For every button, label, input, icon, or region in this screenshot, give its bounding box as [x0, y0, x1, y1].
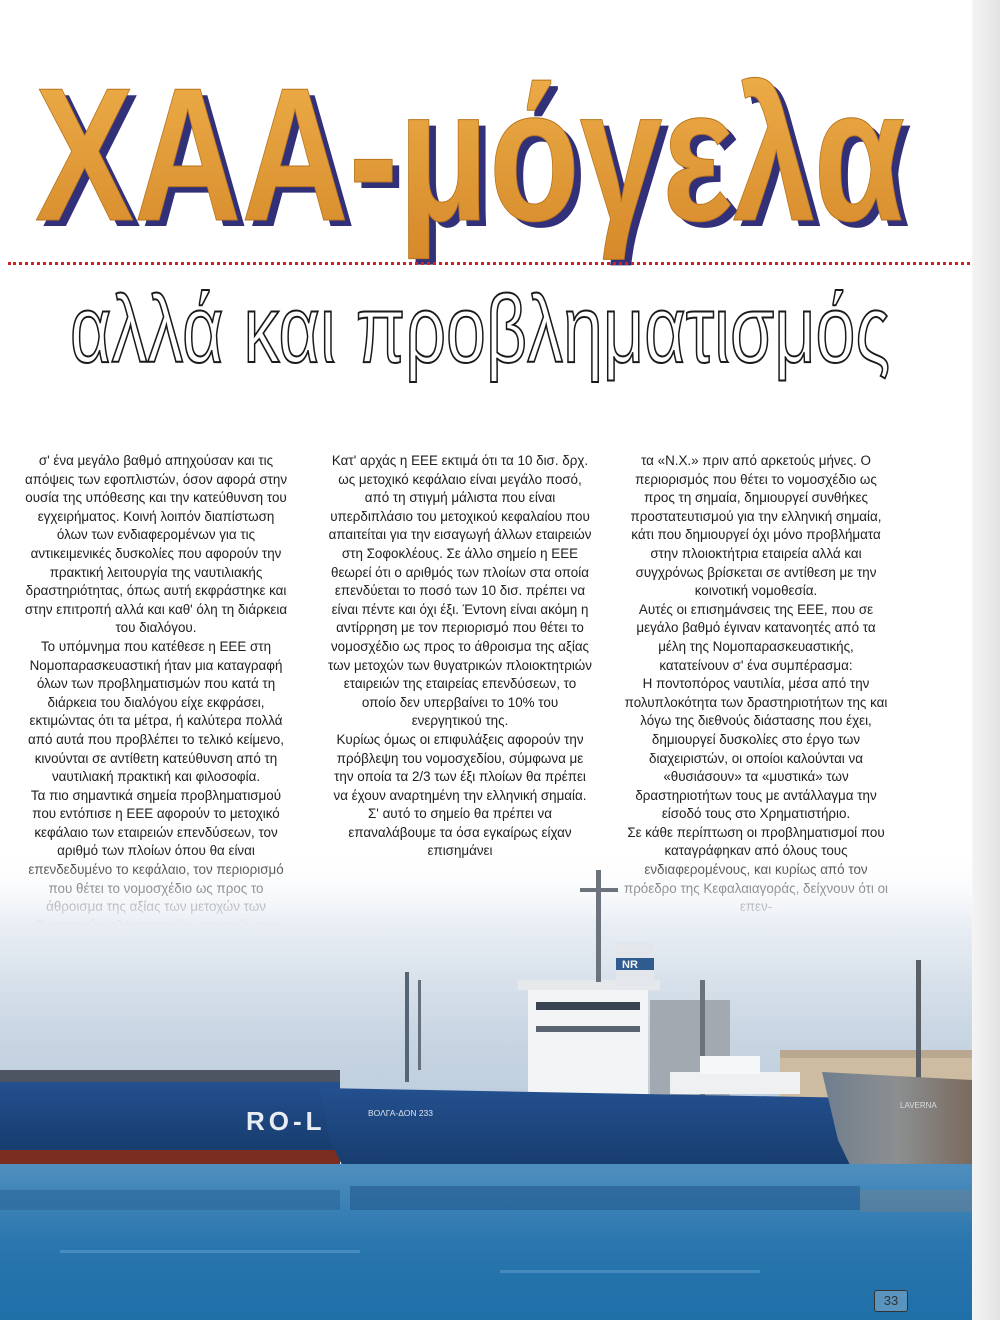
warehouse-roof: [780, 1050, 972, 1058]
main-title-shadow: ΧΑΑ-μόγελα: [42, 55, 912, 267]
barge-hull-lettering: RO-L: [246, 1106, 326, 1136]
reflection: [350, 1186, 860, 1210]
paragraph: τα «Ν.Χ.» πριν από αρκετούς μήνες. Ο περιορισμός που θέτει το νομοσχέδιο ως προς τη σημαία, δημιουργεί συνθήκες προστατευτισμού για την ελληνική σημαία, κάτι που δημιουργεί όχι μόνο προβλήματα στην πλοιοκτήτρια εταιρεία αλλά και συγχρόνως βρίσκεται σε αντίθεση με την κοινοτική νομοθεσία.: [630, 453, 882, 599]
reflection: [860, 1190, 972, 1212]
bow-name: ΒΟΛΓΑ-ΔΟΝ 233: [368, 1108, 433, 1118]
radar-arm: [580, 888, 618, 892]
paragraph: Κυρίως όμως οι επιφυλάξεις αφορούν την πρόβλεψη του νομοσχεδίου, σύμφωνα με την οποία τα 2/3 των έξι πλοίων θα πρέπει να έχουν αναρτημένη την ελληνική σημαία.: [333, 731, 587, 803]
barge-deck: [0, 1070, 340, 1084]
paragraph: Το υπόμνημα που κατέθεσε η ΕΕΕ στη Νομοπαρασκευαστική ήταν μια καταγραφή όλων των προβληματισμών που κατά τη διάρκεια του διαλόγου είχε εκφράσει, εκτιμώντας ότι τα μέτρα, ή καλύτερα πολλά από αυτά που προβλέπει το τελικό κείμενο, κινούνται σε αντίθετη κατεύθυνση από τη ναυτιλιακή πρακτική και φιλοσοφία.: [28, 638, 284, 785]
paragraph: Κατ' αρχάς η ΕΕΕ εκτιμά ότι τα 10 δισ. δρχ. ως μετοχικό κεφάλαιο είναι μεγάλο ποσό, από τη στιγμή μάλιστα που είναι υπερδιπλάσιο του μετοχικού κεφαλαίου που απαιτείται για την εισαγωγή άλλων εταιρειών στη Σοφοκλέους. Σε άλλο σημείο η ΕΕΕ θεωρεί ότι ο αριθμός των πλοίων στα οποία επενδύεται το ποσό των 10 δισ. πρέπει να είναι πέντε και όχι έξι. Έντονη είναι ακόμη η αντίρρηση με τον περιορισμό που θέτει το νομοσχέδιο ως προς το άθροισμα της αξίας των μετοχών των θυγατρικών πλοιοκτητριών εταιρειών της εταιρείας επενδύσεων, το οποίο δεν υπερβαίνει το 10% του ενεργητικού της.: [328, 453, 592, 729]
harbor-ships-photo: [0, 850, 972, 1320]
paragraph: Τα πιο σημαντικά σημεία προβληματισμού που εντόπισε η ΕΕΕ αφορούν το μετοχικό κεφάλαιο των εταιρειών επενδύσεων, τον: [30, 787, 282, 840]
rusty-ship-name: LAVERNA: [900, 1101, 937, 1110]
page-number: 33: [874, 1290, 908, 1312]
ripple: [500, 1270, 760, 1273]
text-column-3: [622, 452, 890, 917]
windows-row: [536, 1002, 640, 1010]
main-title-text: ΧΑΑ-μόγελα: [35, 49, 905, 261]
paragraph: Η ποντοπόρος ναυτιλία, μέσα από την πολυπλοκότητα των δραστηριοτήτων της και λόγω της διεθνούς διάστασης που έχει, δημιουργεί δυσκολίες στο έργο των διαχειριστών, οι οποίοι καλούνται να «θυσιάσουν» τα «μυστικά» των δραστηριοτήτων τους με αντάλλαγμα την είσοδό τους στο Χρηματιστήριο.: [624, 676, 888, 822]
radar-mast: [596, 870, 601, 982]
barge-stripe: [0, 1150, 340, 1164]
paragraph: σ' ένα μεγάλο βαθμό απηχούσαν και τις απόψεις των εφοπλιστών, όσον αφορά στην ουσία της υπόθεσης και την κατεύθυνση του εγχειρήματος. Κοινή λοιπόν διαπίστωση όλων των ενδιαφερομένων για τις αντικειμενικές δυσκολίες που αφορούν την πρακτική λειτουργία της ναυτιλιακής δραστηριότητας, όπως αυτή εκφράστηκε και στην επιτροπή αλλά και καθ' όλη τη διάρκεια του διαλόγου.: [24, 453, 288, 636]
page-edge-shadow: [972, 0, 1000, 1320]
funnel-lettering: NR: [622, 959, 638, 971]
subtitle: [60, 270, 900, 390]
mast: [916, 960, 921, 1080]
windows-row: [536, 1026, 640, 1032]
mast: [418, 980, 421, 1070]
paragraph: Σε κάθε περίπτωση οι προβληματισμοί που: [627, 824, 885, 840]
dotted-divider: [8, 262, 970, 265]
tug-cabin: [700, 1056, 760, 1074]
reflection: [0, 1190, 340, 1210]
text-column-2: [326, 452, 594, 861]
mast: [405, 972, 409, 1082]
tug-boat: [670, 1072, 800, 1094]
main-title: [25, 49, 925, 267]
ripple: [60, 1250, 360, 1253]
paragraph: Αυτές οι επισημάνσεις της ΕΕΕ, που σε μεγάλο βαθμό έγιναν κατανοητές από τα μέλη της Νομοπαρασκευαστικής, κατατείνουν σ' ένα συμπέρασμα:: [636, 601, 876, 673]
paragraph: Σ' αυτό το σημείο θα πρέπει να επαναλάβουμε τα όσα εγκαίρως είχαν: [348, 806, 572, 840]
subtitle-text: αλλά και προβληματισμός: [70, 276, 890, 383]
